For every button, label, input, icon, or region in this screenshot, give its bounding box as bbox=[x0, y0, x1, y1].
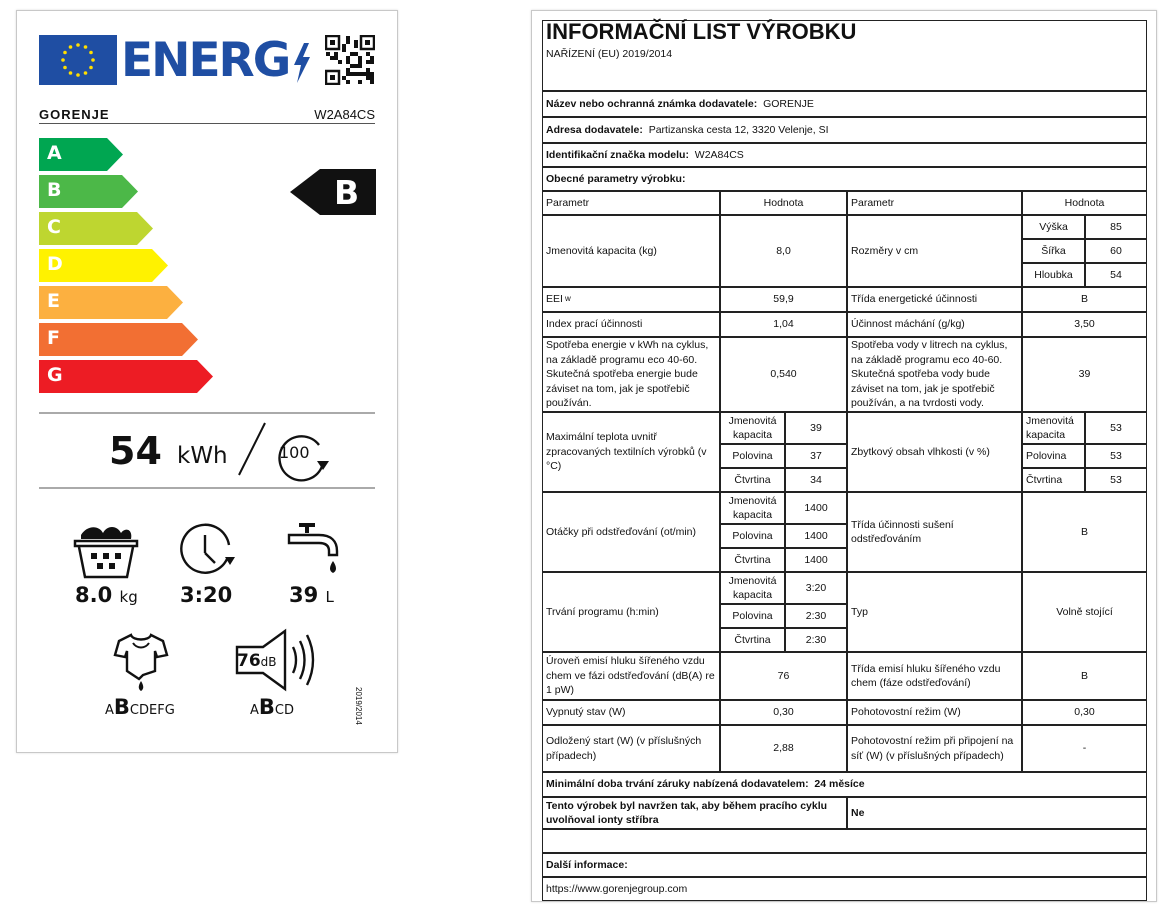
moisture-half-value: 53 bbox=[1085, 444, 1147, 468]
supplier-value: GORENJE bbox=[763, 97, 814, 110]
duration-value: 3:20 bbox=[180, 583, 233, 607]
moisture-quarter-value: 53 bbox=[1085, 468, 1147, 492]
sheet-title: INFORMAČNÍ LIST VÝROBKU bbox=[546, 19, 857, 44]
height-label: Výška bbox=[1022, 215, 1085, 239]
eei-label-cell bbox=[542, 287, 720, 312]
energy-scale-letter: C bbox=[47, 216, 61, 238]
water-value: 39 bbox=[289, 583, 319, 607]
standby-label: Pohotovostní režim (W) bbox=[847, 700, 1022, 725]
water-consumption-value: 39 bbox=[1022, 337, 1147, 412]
rinse-label: Účinnost máchání (g/kg) bbox=[847, 312, 1022, 337]
delay-start-value: 2,88 bbox=[720, 725, 847, 772]
capacity-value: 8,0 bbox=[720, 215, 847, 287]
sheet-header bbox=[542, 20, 1147, 91]
quarter-label: Čtvrtina bbox=[720, 468, 785, 492]
temp-half-value: 37 bbox=[785, 444, 847, 468]
energy-label bbox=[16, 10, 398, 753]
cycles-value: 100 bbox=[279, 443, 310, 462]
noise-level-value: 76 bbox=[720, 652, 847, 700]
duration-quarter-value: 2:30 bbox=[785, 628, 847, 652]
water-indicator bbox=[289, 583, 334, 607]
clock-icon bbox=[177, 523, 239, 579]
water-unit: L bbox=[325, 588, 334, 606]
noise-scale-class: B bbox=[258, 695, 275, 719]
rated-capacity-label: Jmenovitá kapacita bbox=[720, 492, 785, 524]
duration-half-value: 2:30 bbox=[785, 604, 847, 628]
spin-drying-class-scale bbox=[105, 695, 175, 719]
energy-scale-bar-a bbox=[39, 138, 123, 171]
general-params-heading: Obecné parametry výrobku: bbox=[542, 167, 1147, 191]
noise-class-value: B bbox=[1022, 652, 1147, 700]
energy-scale-letter: G bbox=[47, 364, 63, 386]
product-information-sheet bbox=[531, 10, 1157, 902]
half-label: Polovina bbox=[1022, 444, 1085, 468]
capacity-unit: kg bbox=[119, 588, 138, 606]
type-label: Typ bbox=[847, 572, 1022, 652]
slash-divider-icon bbox=[235, 421, 269, 477]
supplier-label: Název nebo ochranná známka dodavatele: bbox=[546, 97, 758, 110]
noise-unit: dB bbox=[260, 655, 277, 669]
network-standby-value: - bbox=[1022, 725, 1147, 772]
wash-index-label: Index prací účinnosti bbox=[542, 312, 720, 337]
half-label: Polovina bbox=[720, 604, 785, 628]
capacity-indicator bbox=[75, 583, 138, 607]
wash-index-value: 1,04 bbox=[720, 312, 847, 337]
noise-indicator bbox=[237, 651, 277, 671]
quarter-label: Čtvrtina bbox=[720, 548, 785, 572]
supplier-row bbox=[542, 91, 1147, 117]
warranty-value: 24 měsíce bbox=[814, 778, 865, 791]
type-value: Volně stojící bbox=[1022, 572, 1147, 652]
spin-class-value: B bbox=[1022, 492, 1147, 572]
col-header-value: Hodnota bbox=[720, 191, 847, 215]
energy-class-letter: B bbox=[334, 173, 360, 212]
eei-label: EEI bbox=[546, 293, 563, 306]
eei-subscript: w bbox=[564, 294, 571, 304]
warranty-label: Minimální doba trvání záruky nabízená dodavatelem: bbox=[546, 778, 809, 791]
quarter-label: Čtvrtina bbox=[1022, 468, 1085, 492]
energy-class-indicator bbox=[290, 169, 376, 215]
energy-class-label: Třída energetické účinnosti bbox=[847, 287, 1022, 312]
qr-code-icon bbox=[325, 35, 375, 85]
dimensions-label: Rozměry v cm bbox=[847, 215, 1022, 287]
depth-label: Hloubka bbox=[1022, 263, 1085, 287]
capacity-value: 8.0 bbox=[75, 583, 113, 607]
energy-scale-letter: D bbox=[47, 253, 63, 275]
max-temp-label: Maximální teplota uvnitř zpracovaných textilních výrobků (v °C) bbox=[542, 412, 720, 492]
address-row bbox=[542, 117, 1147, 143]
noise-class-label: Třída emisí hluku šířeného vzdu chem (fáze odstřeďování) bbox=[847, 652, 1022, 700]
standby-value: 0,30 bbox=[1022, 700, 1147, 725]
lightning-bolt-icon bbox=[292, 43, 312, 83]
energy-consumption-value: 54 bbox=[109, 429, 162, 473]
warranty-row bbox=[542, 772, 1147, 797]
col-header-param: Parametr bbox=[542, 191, 720, 215]
supplier-name: GORENJE bbox=[39, 107, 110, 122]
rated-capacity-label: Jmenovitá kapacita bbox=[720, 572, 785, 604]
info-table bbox=[543, 21, 1148, 899]
half-label: Polovina bbox=[720, 444, 785, 468]
energy-consumption-label: Spotřeba energie v kWh na cyklus, na základě programu eco 40-60. Skutečná spotřeba energie bude záviset na tom, jak je spotřebič používán. bbox=[542, 337, 720, 412]
col-header-param: Parametr bbox=[847, 191, 1022, 215]
more-info-label: Další informace: bbox=[542, 853, 1147, 877]
energy-scale-bar-d bbox=[39, 249, 168, 282]
website-link[interactable]: https://www.gorenjegroup.com bbox=[542, 877, 1147, 901]
address-value: Partizanska cesta 12, 3320 Velenje, SI bbox=[648, 123, 829, 136]
program-duration-label: Trvání programu (h:min) bbox=[542, 572, 720, 652]
spin-drying-shirt-icon bbox=[113, 631, 169, 693]
silver-ions-value: Ne bbox=[847, 797, 1147, 829]
moisture-label: Zbytkový obsah vlhkosti (v %) bbox=[847, 412, 1022, 492]
half-label: Polovina bbox=[720, 524, 785, 548]
eei-value: 59,9 bbox=[720, 287, 847, 312]
off-mode-value: 0,30 bbox=[720, 700, 847, 725]
energy-scale-letter: A bbox=[47, 142, 62, 164]
energy-consumption-value: 0,540 bbox=[720, 337, 847, 412]
delay-start-label: Odložený start (W) (v příslušných případech) bbox=[542, 725, 720, 772]
spin-scale-prefix: A bbox=[105, 703, 114, 718]
quarter-label: Čtvrtina bbox=[720, 628, 785, 652]
eu-flag-icon bbox=[39, 35, 117, 85]
depth-value: 54 bbox=[1085, 263, 1147, 287]
cycles-icon bbox=[271, 423, 331, 483]
divider bbox=[39, 123, 375, 124]
energy-scale-letter: B bbox=[47, 179, 62, 201]
spin-scale-class: B bbox=[113, 695, 130, 719]
energy-scale-bar-b bbox=[39, 175, 138, 208]
model-identifier: W2A84CS bbox=[314, 107, 375, 122]
noise-class-scale bbox=[250, 695, 294, 719]
height-value: 85 bbox=[1085, 215, 1147, 239]
model-row bbox=[542, 143, 1147, 167]
temp-rated-value: 39 bbox=[785, 412, 847, 444]
spin-rated-value: 1400 bbox=[785, 492, 847, 524]
energy-logo-text: ENERG bbox=[121, 33, 290, 88]
capacity-label: Jmenovitá kapacita (kg) bbox=[542, 215, 720, 287]
energy-scale-bar-g bbox=[39, 360, 213, 393]
spin-half-value: 1400 bbox=[785, 524, 847, 548]
address-label: Adresa dodavatele: bbox=[546, 123, 643, 136]
width-value: 60 bbox=[1085, 239, 1147, 263]
divider bbox=[39, 487, 375, 489]
water-tap-icon bbox=[285, 521, 345, 579]
energy-scale-bar-c bbox=[39, 212, 153, 245]
laundry-basket-icon bbox=[71, 523, 141, 579]
noise-scale-suffix: CD bbox=[274, 703, 295, 718]
rated-capacity-label: Jmenovitá kapacita bbox=[720, 412, 785, 444]
noise-value: 76 bbox=[237, 651, 261, 671]
energy-consumption-unit: kWh bbox=[177, 443, 228, 469]
width-label: Šířka bbox=[1022, 239, 1085, 263]
energy-scale-letter: F bbox=[47, 327, 60, 349]
energy-scale-bar-e bbox=[39, 286, 183, 319]
temp-quarter-value: 34 bbox=[785, 468, 847, 492]
noise-level-label: Úroveň emisí hluku šířeného vzdu chem ve fázi odstřeďování (dB(A) re 1 pW) bbox=[542, 652, 720, 700]
regulation-tag: 2019/2014 bbox=[354, 687, 363, 725]
energy-class-value: B bbox=[1022, 287, 1147, 312]
model-label: Identifikační značka modelu: bbox=[546, 148, 689, 161]
off-mode-label: Vypnutý stav (W) bbox=[542, 700, 720, 725]
water-consumption-label: Spotřeba vody v litrech na cyklus, na základě programu eco 40-60. Skutečná spotřeba vody bude záviset na tom, jak je spotřebič používán, a na tvrdosti vody. bbox=[847, 337, 1022, 412]
model-value: W2A84CS bbox=[694, 148, 744, 161]
noise-scale-prefix: A bbox=[250, 703, 259, 718]
sheet-regulation: NAŘÍZENÍ (EU) 2019/2014 bbox=[546, 47, 673, 60]
col-header-value: Hodnota bbox=[1022, 191, 1147, 215]
silver-ions-label: Tento výrobek byl navržen tak, aby během pracího cyklu uvolňoval ionty stříbra bbox=[542, 797, 847, 829]
moisture-rated-value: 53 bbox=[1085, 412, 1147, 444]
energy-scale-bar-f bbox=[39, 323, 198, 356]
rated-capacity-label: Jmenovitá kapacita bbox=[1022, 412, 1085, 444]
spin-quarter-value: 1400 bbox=[785, 548, 847, 572]
empty-row bbox=[542, 829, 1147, 853]
duration-rated-value: 3:20 bbox=[785, 572, 847, 604]
divider bbox=[39, 412, 375, 414]
spin-speed-label: Otáčky při odstřeďování (ot/min) bbox=[542, 492, 720, 572]
spin-class-label: Třída účinnosti sušení odstřeďováním bbox=[847, 492, 1022, 572]
rinse-value: 3,50 bbox=[1022, 312, 1147, 337]
network-standby-label: Pohotovostní režim při připojení na síť (W) (v příslušných případech) bbox=[847, 725, 1022, 772]
spin-scale-suffix: CDEFG bbox=[129, 703, 175, 718]
energy-scale-letter: E bbox=[47, 290, 60, 312]
